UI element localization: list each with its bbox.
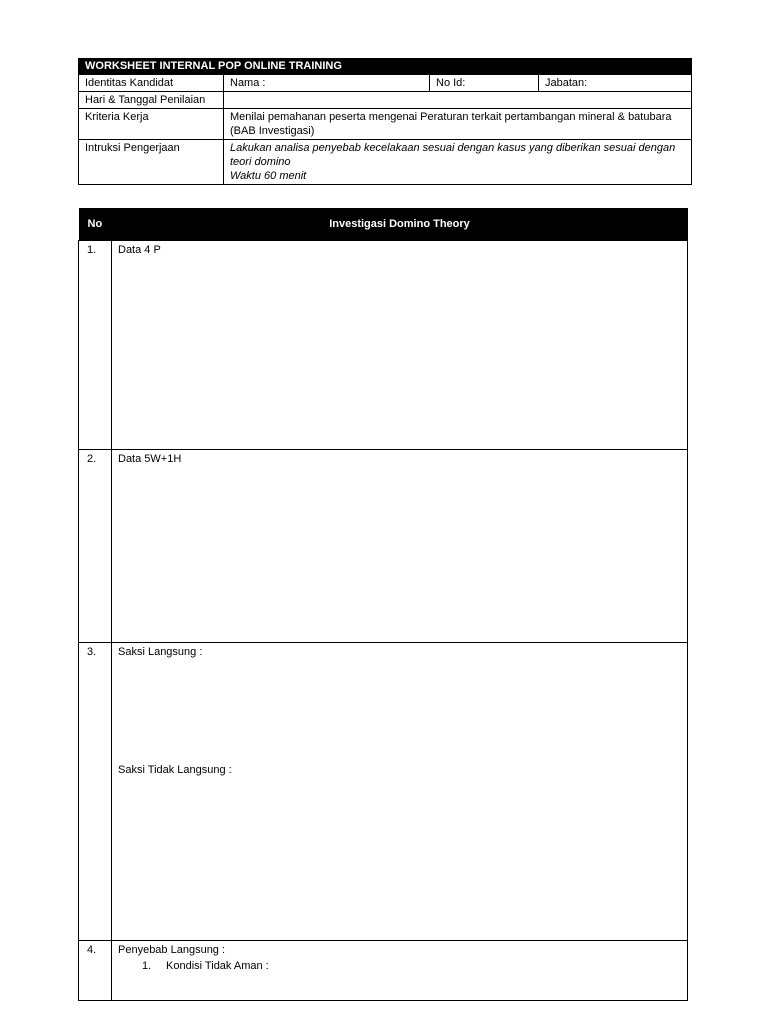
penyebab-answer-area[interactable]	[112, 941, 688, 1001]
data-5w1h-answer-area[interactable]	[112, 450, 688, 643]
worksheet-title: WORKSHEET INTERNAL POP ONLINE TRAINING	[79, 59, 692, 75]
intruksi-text: Lakukan analisa penyebab kecelakaan sesuai dengan kasus yang diberikan sesuai dengan teori domino	[230, 142, 676, 168]
intruksi-pengerjaan-label: Intruksi Pengerjaan	[79, 140, 224, 185]
kondisi-tidak-aman-label: Kondisi Tidak Aman :	[166, 960, 269, 972]
kriteria-kerja-value: Menilai pemahanan peserta mengenai Peraturan terkait pertambangan mineral & batubara (BAB Investigasi)	[224, 109, 692, 140]
penyebab-langsung-label: Penyebab Langsung :	[118, 944, 226, 956]
hari-tanggal-label: Hari & Tanggal Penilaian	[79, 92, 224, 109]
saksi-answer-area[interactable]	[112, 643, 688, 941]
saksi-tidak-langsung-label: Saksi Tidak Langsung :	[118, 764, 232, 776]
row-number: 1.	[79, 241, 112, 450]
column-header-investigasi: Investigasi Domino Theory	[112, 208, 688, 241]
intruksi-pengerjaan-value	[224, 140, 692, 185]
row-number: 2.	[79, 450, 112, 643]
waktu-text: Waktu 60 menit	[230, 170, 307, 182]
data-4p-label: Data 4 P	[118, 244, 161, 256]
identitas-kandidat-label: Identitas Kandidat	[79, 75, 224, 92]
row-number: 4.	[79, 941, 112, 1001]
column-header-no: No	[79, 208, 112, 241]
investigation-table	[78, 208, 688, 1001]
list-item-number: 1.	[142, 960, 152, 972]
data-4p-answer-area[interactable]	[112, 241, 688, 450]
kriteria-kerja-label: Kriteria Kerja	[79, 109, 224, 140]
hari-tanggal-field[interactable]	[224, 92, 692, 109]
jabatan-field[interactable]: Jabatan:	[539, 75, 692, 92]
worksheet-info-table	[78, 58, 692, 185]
data-5w1h-label: Data 5W+1H	[118, 453, 182, 465]
row-number: 3.	[79, 643, 112, 941]
nama-field[interactable]: Nama :	[224, 75, 430, 92]
no-id-field[interactable]: No Id:	[430, 75, 539, 92]
list-item	[118, 959, 681, 973]
saksi-langsung-label: Saksi Langsung :	[118, 646, 203, 658]
